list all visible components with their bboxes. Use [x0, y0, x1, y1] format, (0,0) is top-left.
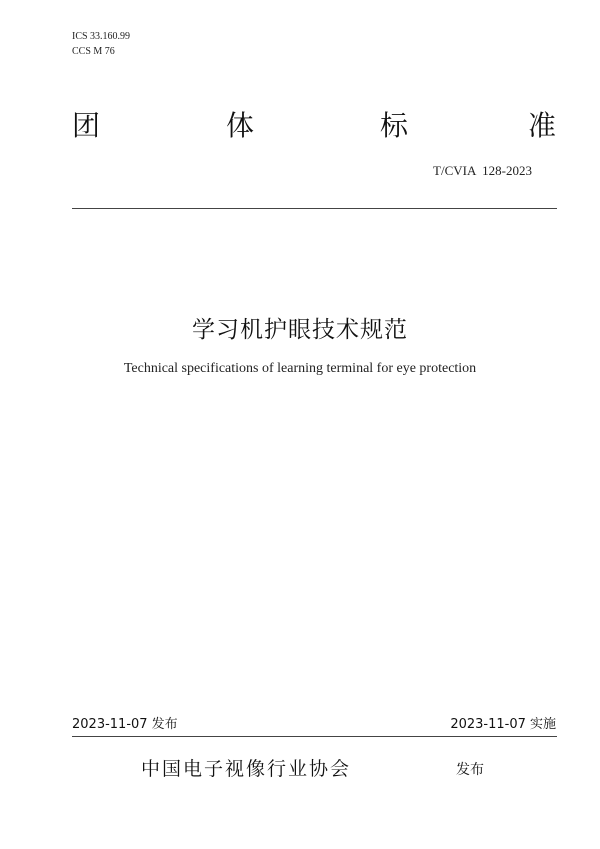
standard-type-char: 准: [528, 109, 557, 142]
publisher-name: 中国电子视像行业协会: [141, 758, 352, 780]
standard-type-char: 标: [380, 109, 409, 142]
ccs-code: CCS M 76: [72, 46, 115, 57]
publisher-suffix: 发布: [456, 762, 484, 778]
document-title-zh: 学习机护眼技术规范: [192, 317, 408, 343]
implement-date: 2023-11-07 实施: [450, 717, 556, 732]
standard-type-char: 体: [226, 109, 255, 142]
ics-code: ICS 33.160.99: [72, 31, 131, 42]
standard-number: T/CVIA 128-2023: [433, 163, 532, 178]
publish-date: 2023-11-07 发布: [72, 717, 178, 732]
document-title-en: Technical specifications of learning terminal for eye protection: [123, 361, 477, 376]
top-divider: [72, 208, 557, 209]
bottom-divider: [72, 736, 557, 737]
standard-type-char: 团: [72, 109, 101, 142]
